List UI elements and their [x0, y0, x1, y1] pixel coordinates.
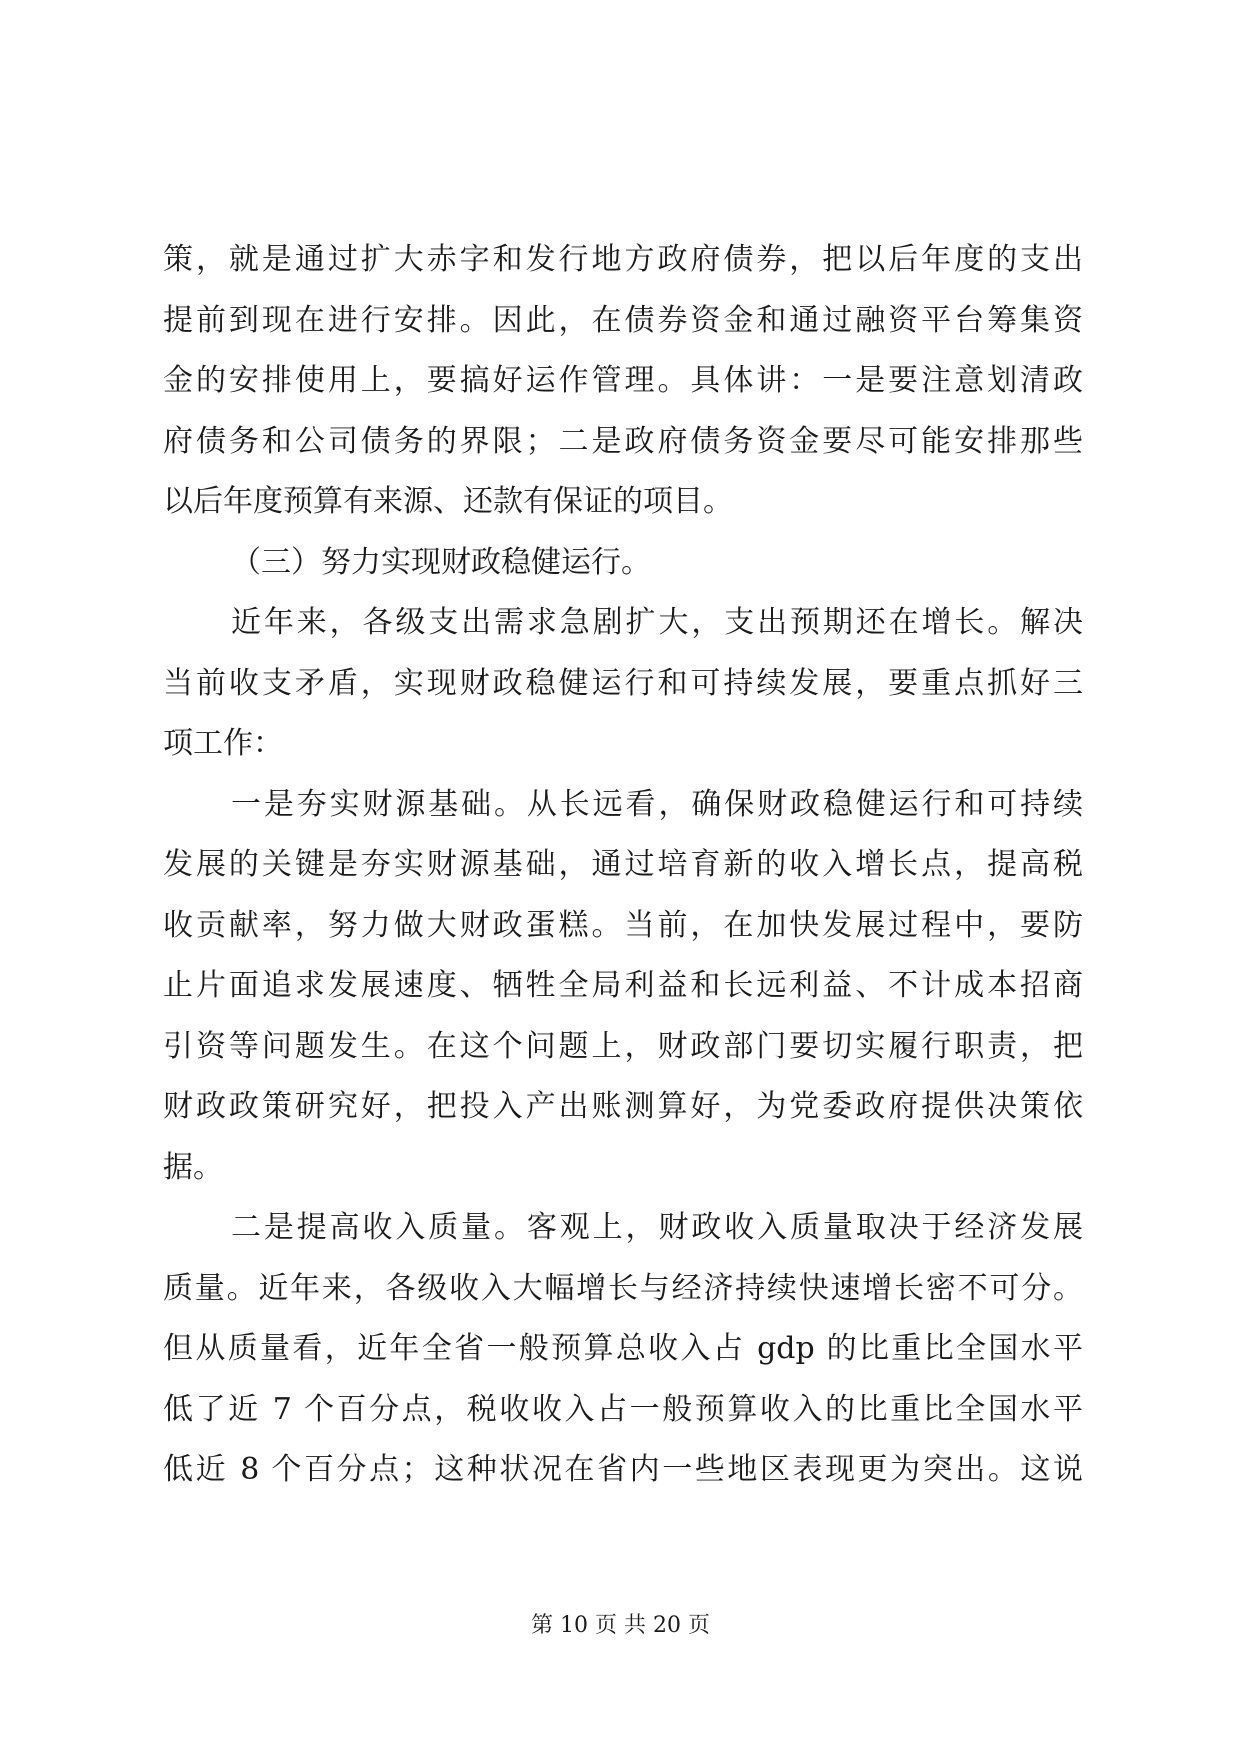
text-line: 止片面追求发展速度、牺牲全局利益和长远利益、不计成本招商: [163, 968, 1083, 1003]
text-line: 当前收支矛盾，实现财政稳健运行和可持续发展，要重点抓好三: [163, 665, 1083, 701]
paragraph-start-line: 近年来，各级支出需求急剧扩大，支出预期还在增长。解决: [231, 605, 1083, 640]
text-line: 引资等问题发生。在这个问题上，财政部门要切实履行职责，把: [163, 1028, 1083, 1064]
text-line: 金的安排使用上，要搞好运作管理。具体讲：一是要注意划清政: [163, 363, 1083, 398]
text-line: 收贡献率，努力做大财政蛋糕。当前，在加快发展过程中，要防: [163, 907, 1083, 943]
text-line: 以后年度预算有来源、还款有保证的项目。: [163, 484, 733, 519]
section-heading: （三）努力实现财政稳健运行。: [231, 544, 651, 580]
text-line: 低近 8 个百分点；这种状况在省内一些地区表现更为突出。这说: [163, 1452, 1083, 1487]
text-line: 质量。近年来，各级收入大幅增长与经济持续快速增长密不可分。: [163, 1270, 1083, 1306]
text-line: 财政政策研究好，把投入产出账测算好，为党委政府提供决策依: [163, 1089, 1083, 1124]
paragraph-start-line: 一是夯实财源基础。从长远看，确保财政稳健运行和可持续: [231, 786, 1083, 822]
text-line: 府债务和公司债务的界限；二是政府债务资金要尽可能安排那些: [163, 423, 1083, 459]
page-footer: 第 10 页 共 20 页: [531, 1613, 710, 1638]
text-line: 低了近 7 个百分点，税收收入占一般预算收入的比重比全国水平: [163, 1391, 1083, 1427]
paragraph-start-line: 二是提高收入质量。客观上，财政收入质量取决于经济发展: [231, 1210, 1083, 1245]
text-line: 据。: [163, 1149, 223, 1185]
body-text: [163, 230, 1083, 1501]
text-line: 发展的关键是夯实财源基础，通过培育新的收入增长点，提高税: [163, 847, 1083, 882]
text-line: 项工作：: [163, 726, 283, 761]
text-line: 但从质量看，近年全省一般预算总收入占 gdp 的比重比全国水平: [163, 1331, 1083, 1366]
text-line: 提前到现在进行安排。因此，在债券资金和通过融资平台筹集资: [163, 302, 1083, 338]
text-line: 策，就是通过扩大赤字和发行地方政府债券，把以后年度的支出: [163, 242, 1083, 277]
